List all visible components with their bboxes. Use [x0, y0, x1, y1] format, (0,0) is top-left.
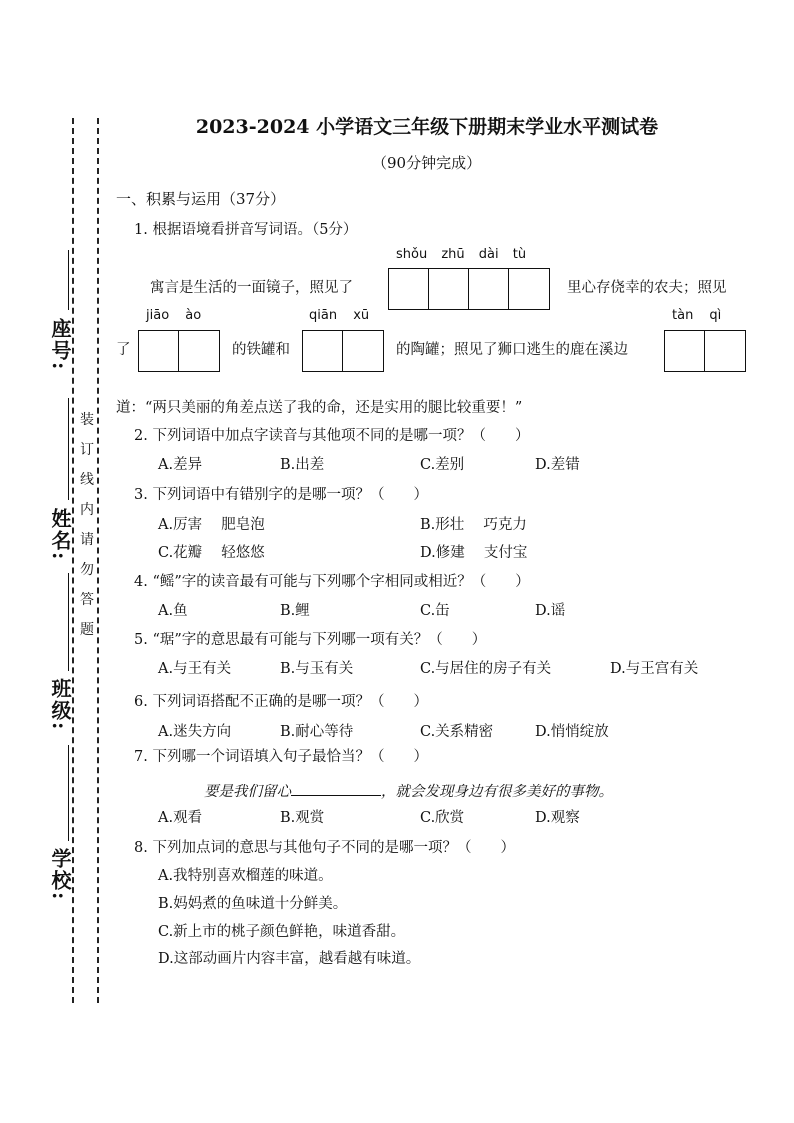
seat-label: 座号:	[48, 318, 72, 372]
binding-line-inner	[97, 118, 99, 1003]
q6-prompt: 6. 下列词语搭配不正确的是哪一项？（ ）	[134, 694, 428, 710]
q5-prompt: 5. “琚”字的意思最有可能与下列哪一项有关？（ ）	[134, 632, 487, 648]
school-field[interactable]	[68, 745, 69, 841]
q2-option-a[interactable]: A.差异	[158, 457, 203, 473]
q1-answer-box-4[interactable]	[664, 330, 746, 372]
writing-cell[interactable]	[343, 331, 383, 371]
q5-option-c[interactable]: C.与居住的房子有关	[420, 661, 552, 677]
q8-option-b[interactable]: B.妈妈煮的鱼味道十分鲜美。	[158, 896, 348, 912]
q7-option-c[interactable]: C.欣赏	[420, 810, 465, 826]
q1-pinyin-2: jiāo ào	[146, 308, 202, 323]
seal-char: 线	[80, 472, 94, 488]
class-label: 班级:	[48, 678, 72, 732]
seal-char: 请	[80, 532, 94, 548]
q7-sentence	[204, 780, 613, 801]
q4-option-d[interactable]: D.谣	[535, 603, 566, 619]
q1-line2-a: 了	[116, 342, 131, 358]
q4-option-c[interactable]: C.缶	[420, 603, 450, 619]
page-subtitle: （90分钟完成）	[372, 154, 482, 172]
q1-answer-box-1[interactable]	[388, 268, 550, 310]
q1-pinyin-4: tàn qì	[672, 308, 722, 323]
writing-cell[interactable]	[665, 331, 705, 371]
q4-option-a[interactable]: A.鱼	[158, 603, 188, 619]
q1-line1-a: 寓言是生活的一面镜子，照见了	[150, 280, 353, 296]
q5-option-a[interactable]: A.与王有关	[158, 661, 232, 677]
q8-option-a[interactable]: A.我特别喜欢榴莲的味道。	[158, 868, 333, 884]
q6-option-d[interactable]: D.悄悄绽放	[535, 724, 609, 740]
q4-option-b[interactable]: B.鲤	[280, 603, 310, 619]
q8-prompt: 8. 下列加点词的意思与其他句子不同的是哪一项？（ ）	[134, 840, 515, 856]
q7-option-a[interactable]: A.观看	[158, 810, 203, 826]
seal-char: 题	[80, 622, 94, 638]
q1-answer-box-2[interactable]	[138, 330, 220, 372]
writing-cell[interactable]	[429, 269, 469, 309]
seal-char: 勿	[80, 562, 94, 578]
q3-prompt: 3. 下列词语中有错别字的是哪一项？（ ）	[134, 487, 428, 503]
writing-cell[interactable]	[705, 331, 745, 371]
q6-option-a[interactable]: A.迷失方向	[158, 724, 232, 740]
q7-option-b[interactable]: B.观赏	[280, 810, 325, 826]
writing-cell[interactable]	[139, 331, 179, 371]
writing-cell[interactable]	[469, 269, 509, 309]
writing-cell[interactable]	[303, 331, 343, 371]
seal-char: 订	[80, 442, 94, 458]
q5-option-d[interactable]: D.与王宫有关	[610, 661, 699, 677]
name-label: 姓名:	[48, 508, 72, 562]
q1-line2-b: 的铁罐和	[232, 342, 290, 358]
q2-option-b[interactable]: B.出差	[280, 457, 325, 473]
q3-option-b[interactable]: B.形壮 巧克力	[420, 517, 527, 533]
seal-text	[77, 405, 97, 645]
writing-cell[interactable]	[389, 269, 429, 309]
q6-option-c[interactable]: C.关系精密	[420, 724, 494, 740]
q3-option-c[interactable]: C.花瓣 轻悠悠	[158, 545, 265, 561]
q3-option-d[interactable]: D.修建 支付宝	[420, 545, 528, 561]
page-title: 2023-2024 小学语文三年级下册期末学业水平测试卷	[195, 116, 659, 138]
q2-option-c[interactable]: C.差别	[420, 457, 465, 473]
q1-answer-box-3[interactable]	[302, 330, 384, 372]
q7-sentence-a: 要是我们留心	[204, 784, 291, 800]
seal-char: 内	[80, 502, 94, 518]
name-field[interactable]	[68, 398, 69, 500]
q8-option-c[interactable]: C.新上市的桃子颜色鲜艳，味道香甜。	[158, 924, 406, 940]
q7-prompt: 7. 下列哪一个词语填入句子最恰当？（ ）	[134, 749, 428, 765]
q1-pinyin-3: qiān xū	[309, 308, 370, 323]
q3-option-a[interactable]: A.厉害 肥皂泡	[158, 517, 265, 533]
q4-prompt: 4. “鳐”字的读音最有可能与下列哪个字相同或相近？（ ）	[134, 574, 530, 590]
seal-char: 装	[80, 412, 94, 428]
writing-cell[interactable]	[509, 269, 549, 309]
q7-blank[interactable]	[291, 781, 381, 796]
q2-prompt: 2. 下列词语中加点字读音与其他项不同的是哪一项？（ ）	[134, 428, 530, 444]
school-label: 学校:	[48, 848, 72, 902]
q1-line1-b: 里心存侥幸的农夫；照见	[567, 280, 727, 296]
seal-char: 答	[80, 592, 94, 608]
q1-line2-c: 的陶罐；照见了狮口逃生的鹿在溪边	[396, 342, 628, 358]
q1-line3: 道：“两只美丽的角差点送了我的命，还是实用的腿比较重要！”	[116, 400, 523, 416]
q2-option-d[interactable]: D.差错	[535, 457, 580, 473]
q8-option-d[interactable]: D.这部动画片内容丰富，越看越有味道。	[158, 951, 421, 967]
q7-sentence-b: ，就会发现身边有很多美好的事物。	[381, 784, 613, 800]
q7-option-d[interactable]: D.观察	[535, 810, 580, 826]
q1-pinyin-1: shǒu zhū dài tù	[396, 247, 527, 262]
section-heading: 一、积累与运用（37分）	[116, 190, 286, 208]
writing-cell[interactable]	[179, 331, 219, 371]
seat-field[interactable]	[68, 250, 69, 310]
q6-option-b[interactable]: B.耐心等待	[280, 724, 354, 740]
q5-option-b[interactable]: B.与玉有关	[280, 661, 354, 677]
class-field[interactable]	[68, 573, 69, 671]
q1-prompt: 1. 根据语境看拼音写词语。（5分）	[134, 222, 358, 238]
